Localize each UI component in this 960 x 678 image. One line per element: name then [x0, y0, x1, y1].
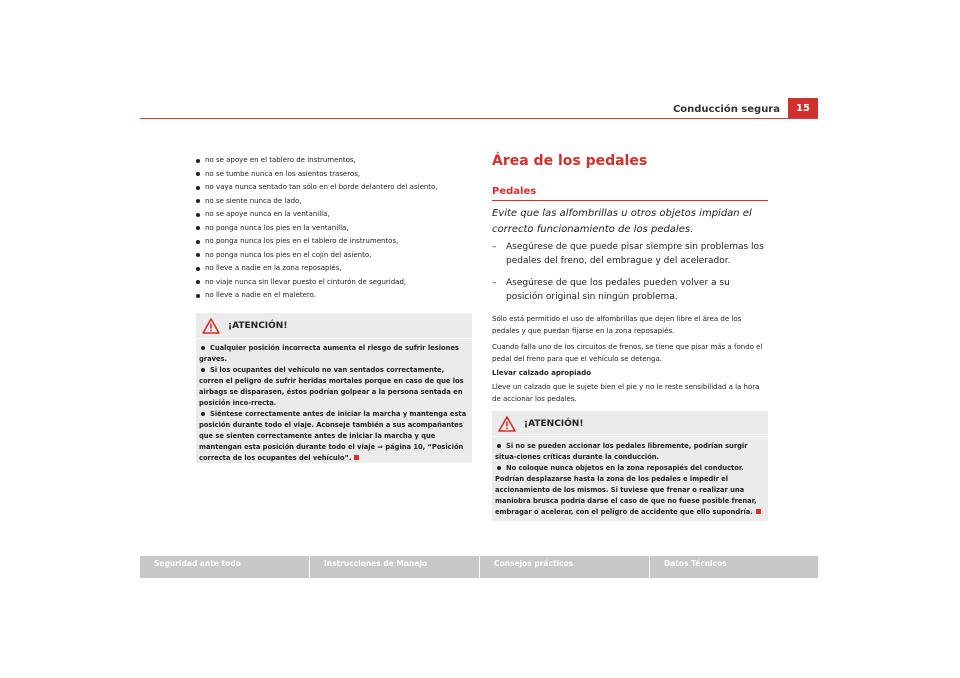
warning-paragraph: No coloque nunca objetos en la zona reposapiés del conductor. Podrían desplazarse hasta la zona de los pedales e impedir el accionamiento de los mismos. Si tuviese que frenar o realizar una maniobra brusca podría darse el caso de que no fuese posible frenar, embragar o acelerar, con el peligro de accidente que ello supondría.	[495, 463, 763, 518]
warning-paragraph: Si los ocupantes del vehículo no van sentados correctamente, corren el peligro de sufrir heridas mortales porque en caso de que los airbags se disparasen, éstos podrían golpear a la persona sentada en posición inco-rrecta.	[199, 366, 464, 407]
tab-operating-instructions[interactable]: Instrucciones de Manejo	[310, 556, 479, 578]
page-number: 15	[788, 98, 818, 118]
intro-text: Evite que las alfombrillas u otros objetos impidan el correcto funcionamiento de los pedales.	[492, 208, 752, 235]
bullet-icon	[497, 466, 501, 470]
bullet-icon	[201, 346, 205, 350]
warning-paragraph: Si no se pueden accionar los pedales libremente, podrían surgir situa-ciones críticas durante la conducción.	[495, 442, 748, 461]
seating-rules-list	[196, 154, 472, 303]
bullet-icon	[201, 412, 205, 416]
warning-triangle-icon	[202, 318, 220, 334]
pedal-checks-list	[492, 240, 768, 312]
list-item: no ponga nunca los pies en el tablero de instrumentos,	[196, 235, 472, 249]
tab-safety[interactable]: Seguridad ante todo	[140, 556, 309, 578]
warning-box	[196, 313, 472, 463]
warning-header	[196, 313, 472, 339]
list-item: no ponga nunca los pies en la ventanilla,	[196, 222, 472, 236]
warning-body	[196, 339, 472, 464]
list-item: no lleve a nadie en el maletero.	[196, 289, 472, 303]
list-item: no se siente nunca de lado,	[196, 195, 472, 209]
paragraph-brakes: Cuando falla uno de los circuitos de frenos, se tiene que pisar más a fondo el pedal del freno para que el vehículo se detenga.	[492, 343, 763, 363]
header-divider	[140, 118, 818, 119]
subsection-heading: Pedales	[492, 186, 537, 197]
paragraph-footwear: Lleve un calzado que le sujete bien el pie y no le reste sensibilidad a la hora de accionar los pedales.	[492, 383, 760, 403]
tab-practical-tips[interactable]: Consejos prácticos	[480, 556, 649, 578]
warning-paragraph: Siéntese correctamente antes de iniciar la marcha y mantenga esta posición durante todo el viaje. Aconseje también a sus acompañantes que se sienten correctamente antes de iniciar la marcha y que mantengan esta posición durante todo el viaje ⇒ página 10, “Posición correcta de los ocupantes del vehículo”.	[199, 410, 467, 462]
section-end-icon	[756, 509, 761, 514]
bullet-icon	[201, 368, 205, 372]
paragraph-heading: Llevar calzado apropiado	[492, 369, 592, 377]
list-item: no se apoye en el tablero de instrumentos,	[196, 154, 472, 168]
warning-paragraph: Cualquier posición incorrecta aumenta el riesgo de sufrir lesiones graves.	[199, 344, 459, 363]
list-item: no viaje nunca sin llevar puesto el cinturón de seguridad,	[196, 276, 472, 290]
warning-body	[492, 437, 768, 518]
section-title: Conducción segura	[672, 104, 780, 115]
list-item: no lleve a nadie en la zona reposapiés,	[196, 262, 472, 276]
tab-technical-data[interactable]: Datos Técnicos	[650, 556, 818, 578]
list-item: no vaya nunca sentado tan sólo en el borde delantero del asiento,	[196, 181, 472, 195]
bullet-icon	[497, 444, 501, 448]
list-item: no se apoye nunca en la ventanilla,	[196, 208, 472, 222]
list-item: no ponga nunca los pies en el cojín del asiento,	[196, 249, 472, 263]
footer-nav	[140, 556, 818, 578]
left-column	[196, 154, 472, 303]
warning-triangle-icon	[498, 416, 516, 432]
section-end-icon	[354, 455, 359, 460]
section-heading: Área de los pedales	[492, 153, 648, 169]
warning-header	[492, 411, 768, 437]
warning-box	[492, 411, 768, 521]
paragraph-mats: Sólo está permitido el uso de alfombrillas que dejen libre el área de los pedales y que puedan fijarse en la zona reposapiés.	[492, 315, 742, 335]
list-item: – Asegúrese de que los pedales pueden volver a su posición original sin ningún problema.	[492, 278, 730, 302]
list-item: no se tumbe nunca en los asientos traseros,	[196, 168, 472, 182]
warning-title: ¡ATENCIÓN!	[524, 418, 584, 429]
subsection-divider	[492, 200, 768, 201]
warning-title: ¡ATENCIÓN!	[228, 320, 288, 331]
list-item: – Asegúrese de que puede pisar siempre sin problemas los pedales del freno, del embrague y del acelerador.	[492, 242, 764, 266]
